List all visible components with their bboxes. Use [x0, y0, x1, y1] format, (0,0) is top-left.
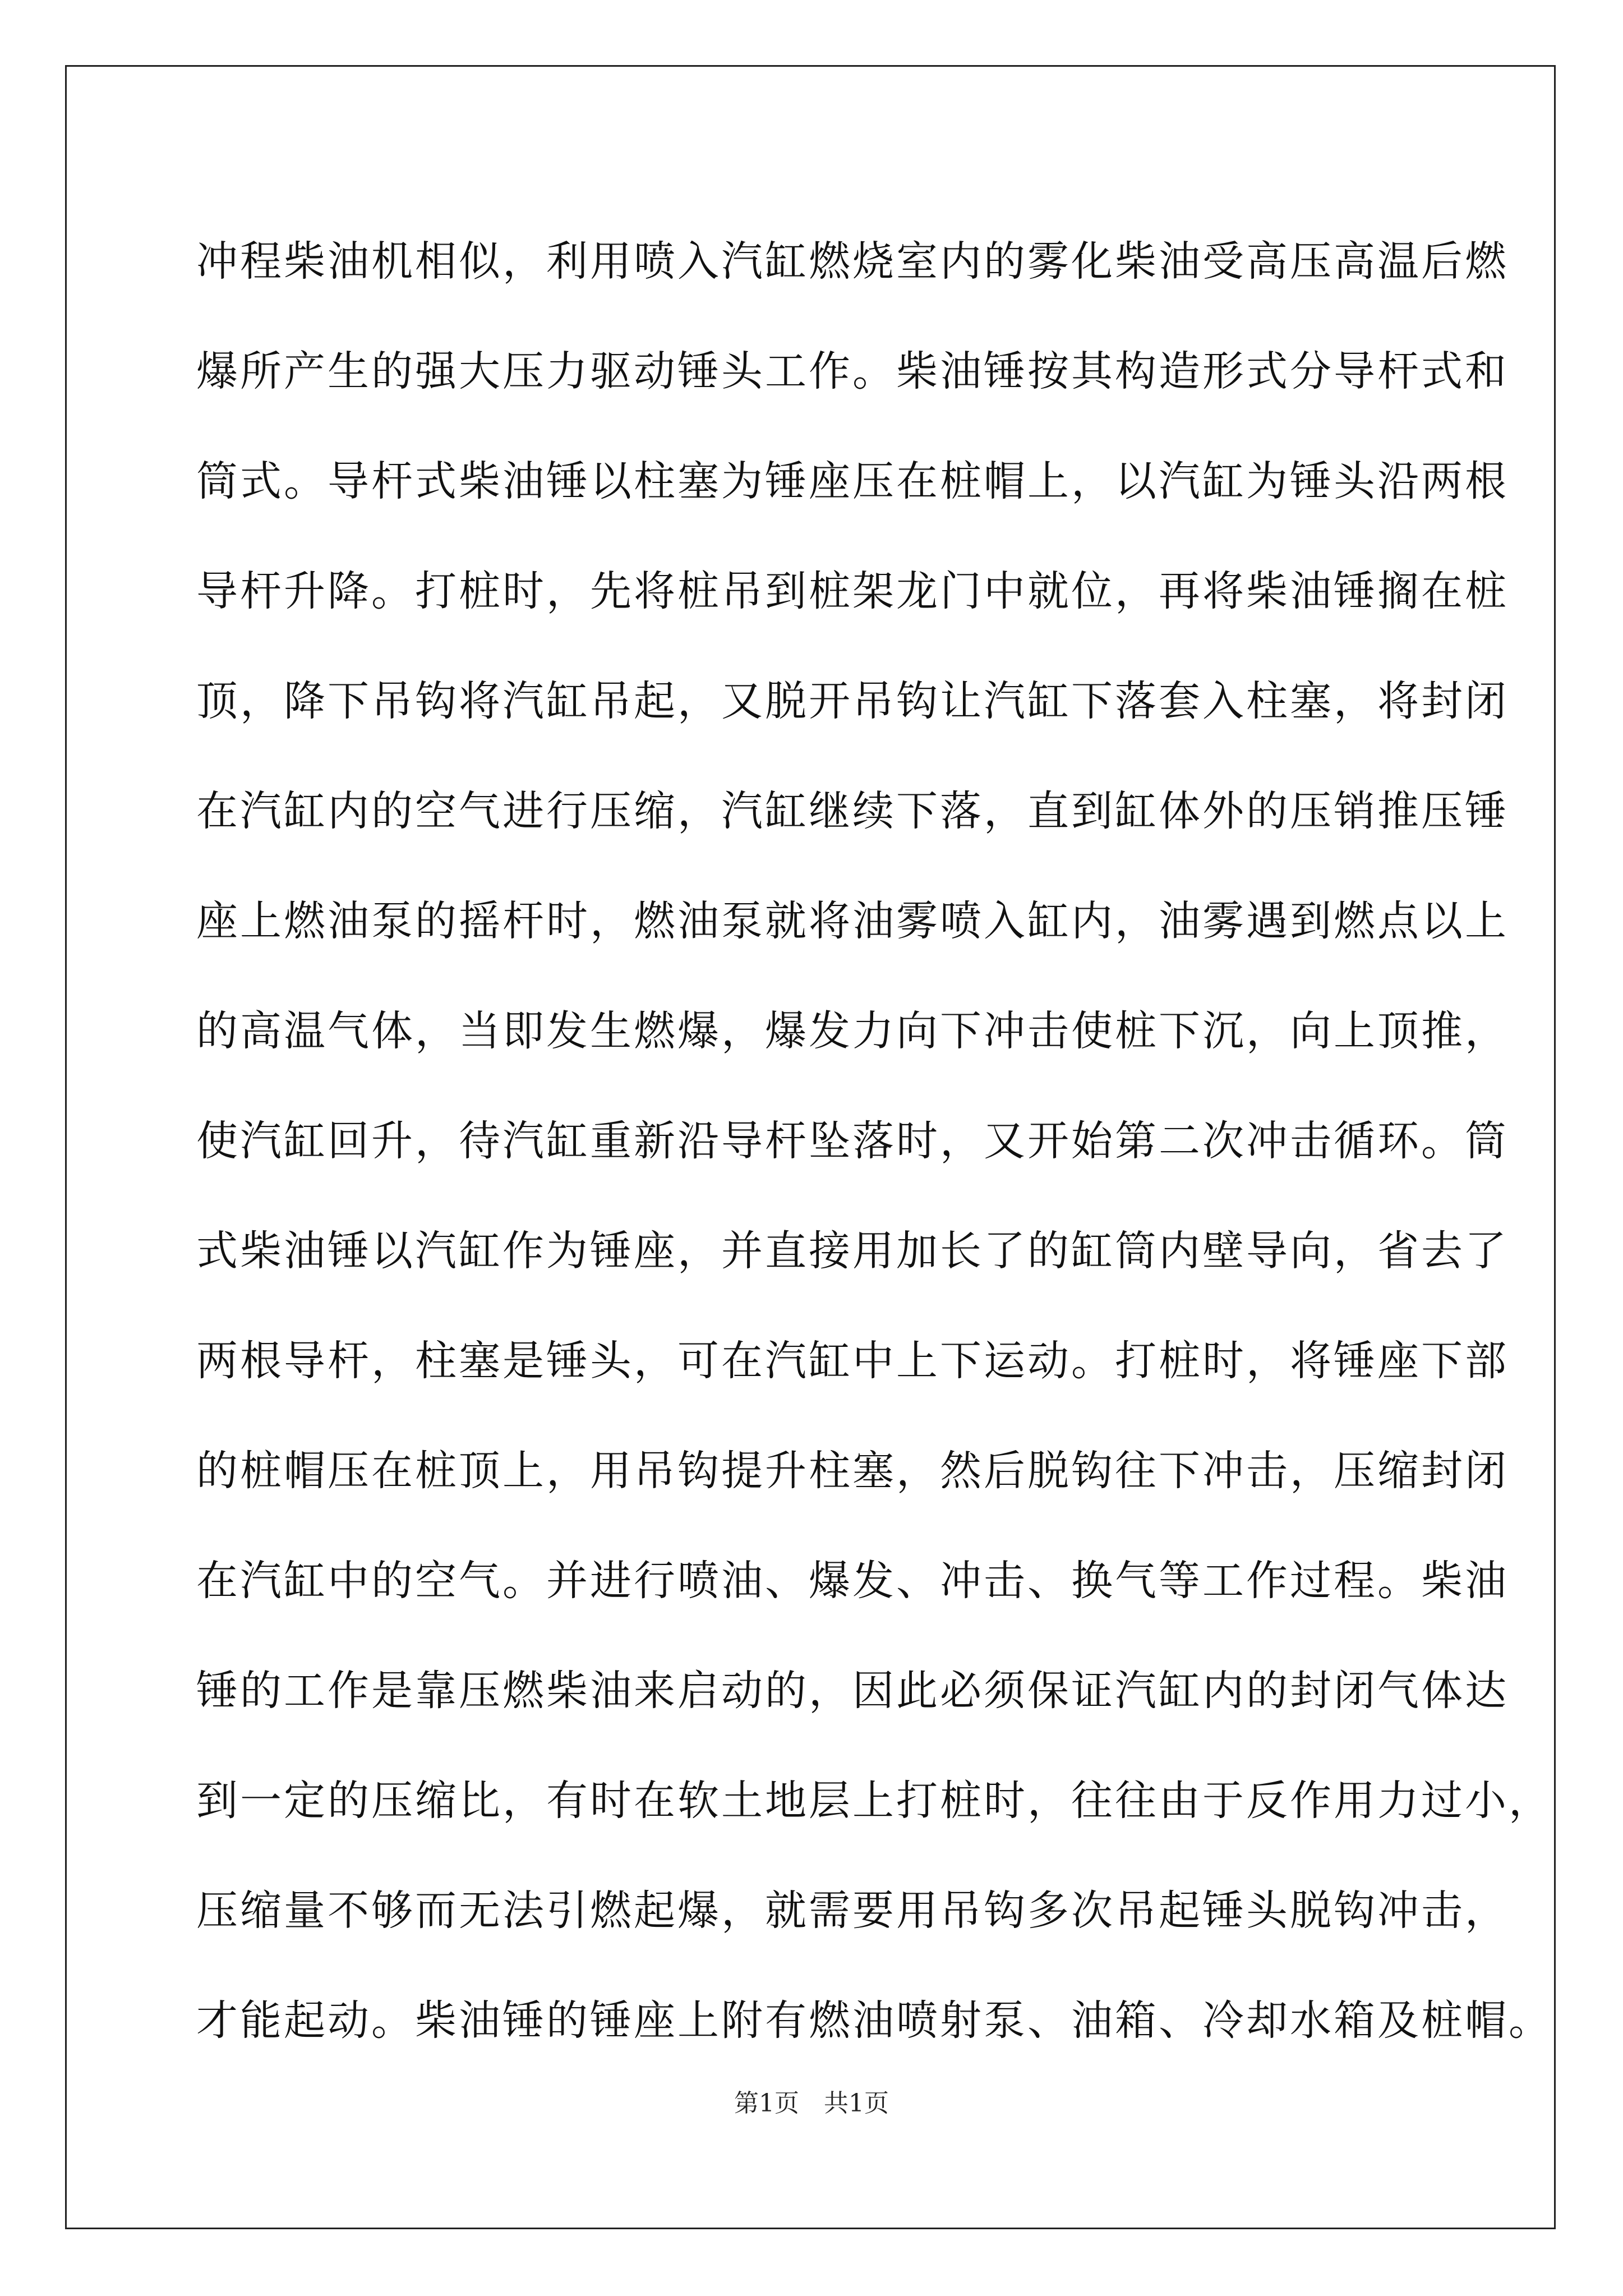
text-line: 式柴油锤以汽缸作为锤座，并直接用加长了的缸筒内壁导向，省去了: [196, 1227, 1509, 1275]
text-line: 爆所产生的强大压力驱动锤头工作。柴油锤按其构造形式分导杆式和: [196, 347, 1509, 395]
text-line: 才能起动。柴油锤的锤座上附有燃油喷射泵、油箱、冷却水箱及桩帽。: [196, 1996, 1552, 2045]
text-line: 在汽缸中的空气。并进行喷油、爆发、冲击、换气等工作过程。柴油: [196, 1557, 1509, 1605]
text-line: 顶，降下吊钩将汽缸吊起，又脱开吊钩让汽缸下落套入柱塞，将封闭: [196, 677, 1509, 725]
text-line: 导杆升降。打桩时，先将桩吊到桩架龙门中就位，再将柴油锤搁在桩: [196, 567, 1509, 615]
text-line: 在汽缸内的空气进行压缩，汽缸继续下落，直到缸体外的压销推压锤: [196, 787, 1509, 835]
text-line: 的高温气体，当即发生燃爆，爆发力向下冲击使桩下沉，向上顶推，: [196, 1007, 1509, 1055]
text-line: 座上燃油泵的摇杆时，燃油泵就将油雾喷入缸内，油雾遇到燃点以上: [196, 897, 1509, 945]
page-footer: 第1页 共1页: [734, 2089, 889, 2118]
text-line: 压缩量不够而无法引燃起爆，就需要用吊钩多次吊起锤头脱钩冲击，: [196, 1887, 1509, 1935]
text-line: 筒式。导杆式柴油锤以柱塞为锤座压在桩帽上，以汽缸为锤头沿两根: [196, 457, 1509, 505]
text-line: 到一定的压缩比，有时在软土地层上打桩时，往往由于反作用力过小，: [196, 1777, 1552, 1825]
text-line: 使汽缸回升，待汽缸重新沿导杆坠落时，又开始第二次冲击循环。筒: [196, 1117, 1509, 1165]
text-line: 的桩帽压在桩顶上，用吊钩提升柱塞，然后脱钩往下冲击，压缩封闭: [196, 1447, 1509, 1495]
text-line: 锤的工作是靠压燃柴油来启动的，因此必须保证汽缸内的封闭气体达: [196, 1667, 1509, 1715]
text-line: 两根导杆，柱塞是锤头，可在汽缸中上下运动。打桩时，将锤座下部: [196, 1337, 1509, 1385]
body-text: [196, 206, 1552, 2076]
text-line: 冲程柴油机相似，利用喷入汽缸燃烧室内的雾化柴油受高压高温后燃: [196, 237, 1509, 286]
